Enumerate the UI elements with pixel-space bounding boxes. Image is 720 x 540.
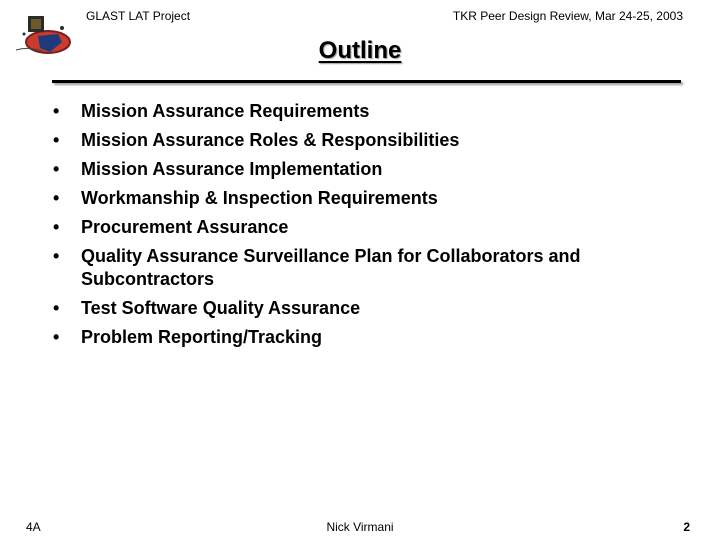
list-item-text: Workmanship & Inspection Requirements bbox=[81, 188, 438, 208]
list-item-text: Mission Assurance Implementation bbox=[81, 159, 383, 179]
outline-list bbox=[53, 100, 693, 355]
list-item bbox=[53, 158, 693, 181]
list-item-text: Procurement Assurance bbox=[81, 217, 289, 237]
project-name: GLAST LAT Project bbox=[86, 9, 191, 23]
presenter-name: Nick Virmani bbox=[326, 520, 394, 534]
bullet-icon: • bbox=[53, 217, 60, 237]
list-item-text: Mission Assurance Requirements bbox=[81, 101, 370, 121]
title-divider bbox=[52, 80, 681, 83]
bullet-icon: • bbox=[53, 246, 60, 266]
list-item-text: Problem Reporting/Tracking bbox=[81, 327, 323, 347]
bullet-icon: • bbox=[53, 101, 60, 121]
section-number: 4A bbox=[26, 520, 41, 534]
list-item bbox=[53, 326, 693, 349]
list-item-text: Test Software Quality Assurance bbox=[81, 298, 361, 318]
bullet-icon: • bbox=[53, 159, 60, 179]
bullet-icon: • bbox=[53, 130, 60, 150]
list-item bbox=[53, 129, 693, 152]
bullet-icon: • bbox=[53, 188, 60, 208]
list-item bbox=[53, 297, 693, 320]
list-item bbox=[53, 216, 693, 239]
page-number: 2 bbox=[683, 520, 690, 534]
review-title-date: TKR Peer Design Review, Mar 24-25, 2003 bbox=[452, 9, 683, 23]
list-item bbox=[53, 100, 693, 123]
bullet-icon: • bbox=[53, 298, 60, 318]
list-item-text: Quality Assurance Surveillance Plan for Collaborators and Subcontractors bbox=[81, 246, 581, 289]
list-item-text: Mission Assurance Roles & Responsibilities bbox=[81, 130, 460, 150]
slide-title: Outline bbox=[318, 37, 402, 64]
bullet-icon: • bbox=[53, 327, 60, 347]
list-item bbox=[53, 245, 693, 291]
list-item bbox=[53, 187, 693, 210]
